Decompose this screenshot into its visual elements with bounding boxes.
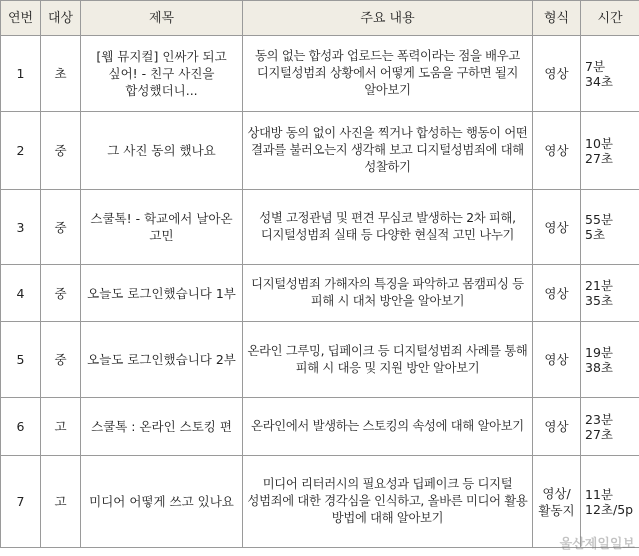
cell-target: 초 bbox=[41, 36, 81, 112]
cell-time: 19분 38초 bbox=[581, 322, 639, 398]
cell-time: 23분 27초 bbox=[581, 398, 639, 456]
cell-content: 온라인에서 발생하는 스토킹의 속성에 대해 알아보기 bbox=[243, 398, 533, 456]
cell-no: 3 bbox=[1, 190, 41, 265]
cell-target: 중 bbox=[41, 112, 81, 190]
cell-content: 동의 없는 합성과 업로드는 폭력이라는 점을 배우고 디지털성범죄 상황에서 어떻게 도움을 구하면 될지 알아보기 bbox=[243, 36, 533, 112]
cell-no: 5 bbox=[1, 322, 41, 398]
table-row bbox=[1, 190, 639, 265]
header-no: 연번 bbox=[1, 1, 41, 36]
cell-target: 중 bbox=[41, 265, 81, 322]
cell-no: 2 bbox=[1, 112, 41, 190]
table-row bbox=[1, 456, 639, 548]
table-row bbox=[1, 36, 639, 112]
table-row bbox=[1, 112, 639, 190]
cell-target: 고 bbox=[41, 456, 81, 548]
cell-no: 7 bbox=[1, 456, 41, 548]
cell-format: 영상 bbox=[533, 112, 581, 190]
cell-title: 오늘도 로그인했습니다 2부 bbox=[81, 322, 243, 398]
cell-title: 스쿨톡! - 학교에서 날아온 고민 bbox=[81, 190, 243, 265]
cell-title: 미디어 어떻게 쓰고 있나요 bbox=[81, 456, 243, 548]
cell-target: 고 bbox=[41, 398, 81, 456]
cell-target: 중 bbox=[41, 190, 81, 265]
cell-content: 성별 고정관념 및 편견 무심코 발생하는 2차 피해, 디지털성범죄 실태 등 다양한 현실적 고민 나누기 bbox=[243, 190, 533, 265]
cell-content: 온라인 그루밍, 딥페이크 등 디지털성범죄 사례를 통해 피해 시 대응 및 지원 방안 알아보기 bbox=[243, 322, 533, 398]
cell-target: 중 bbox=[41, 322, 81, 398]
header-row bbox=[1, 1, 639, 36]
cell-time: 21분 35초 bbox=[581, 265, 639, 322]
header-time: 시간 bbox=[581, 1, 639, 36]
cell-content: 디지털성범죄 가해자의 특징을 파악하고 몸캠피싱 등 피해 시 대처 방안을 알아보기 bbox=[243, 265, 533, 322]
header-title: 제목 bbox=[81, 1, 243, 36]
watermark-logo: 울산제일일보 bbox=[559, 537, 635, 552]
header-format: 형식 bbox=[533, 1, 581, 36]
cell-content: 미디어 리터러시의 필요성과 딥페이크 등 디지털 성범죄에 대한 경각심을 인식하고, 올바른 미디어 활용 방법에 대해 알아보기 bbox=[243, 456, 533, 548]
cell-format: 영상/활동지 bbox=[533, 456, 581, 548]
cell-title: [웹 뮤지컬] 인싸가 되고 싶어! - 친구 사진을 합성했더니... bbox=[81, 36, 243, 112]
table-row bbox=[1, 322, 639, 398]
cell-title: 오늘도 로그인했습니다 1부 bbox=[81, 265, 243, 322]
table-row bbox=[1, 265, 639, 322]
cell-title: 스쿨톡 : 온라인 스토킹 편 bbox=[81, 398, 243, 456]
cell-no: 6 bbox=[1, 398, 41, 456]
cell-content: 상대방 동의 없이 사진을 찍거나 합성하는 행동이 어떤 결과를 불러오는지 생각해 보고 디지털성범죄에 대해 성찰하기 bbox=[243, 112, 533, 190]
cell-format: 영상 bbox=[533, 36, 581, 112]
cell-no: 1 bbox=[1, 36, 41, 112]
cell-no: 4 bbox=[1, 265, 41, 322]
cell-time: 10분 27초 bbox=[581, 112, 639, 190]
cell-format: 영상 bbox=[533, 190, 581, 265]
cell-title: 그 사진 동의 했나요 bbox=[81, 112, 243, 190]
header-content: 주요 내용 bbox=[243, 1, 533, 36]
cell-format: 영상 bbox=[533, 322, 581, 398]
cell-time: 55분 5초 bbox=[581, 190, 639, 265]
table-row bbox=[1, 398, 639, 456]
header-target: 대상 bbox=[41, 1, 81, 36]
cell-time: 7분 34초 bbox=[581, 36, 639, 112]
cell-format: 영상 bbox=[533, 398, 581, 456]
cell-format: 영상 bbox=[533, 265, 581, 322]
cell-time: 11분 12초/5p bbox=[581, 456, 639, 548]
